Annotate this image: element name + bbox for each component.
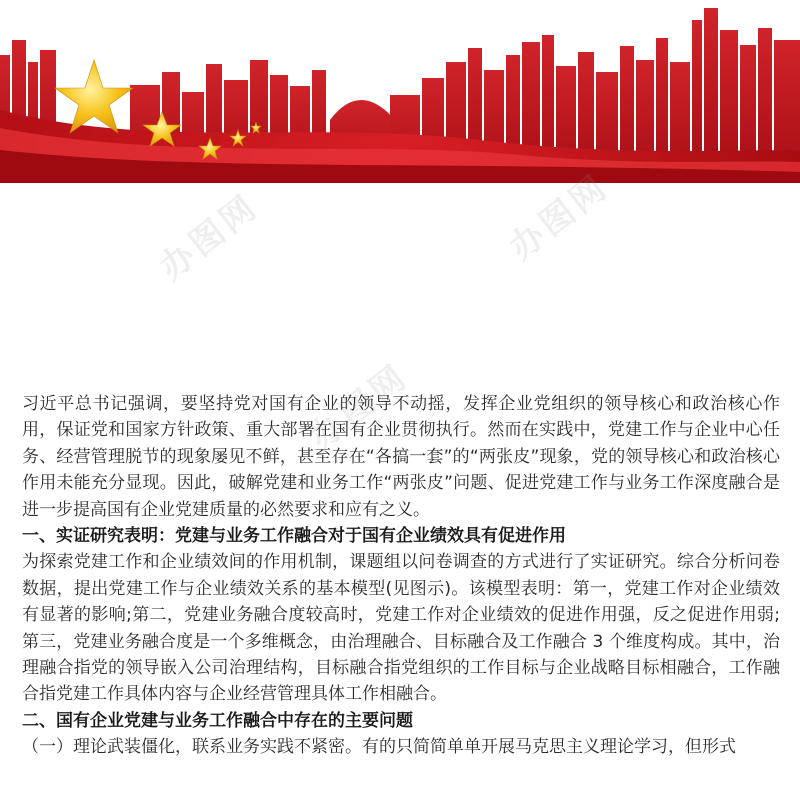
section-heading: 一、实证研究表明：党建与业务工作融合对于国有企业绩效具有促进作用: [22, 526, 566, 547]
watermark-text: 办图网: [501, 166, 617, 269]
article-body: [22, 391, 780, 761]
article-paragraph: 为探索党建工作和企业绩效间的作用机制，课题组以问卷调查的方式进行了实证研究。综合分析问卷数据，提出党建工作与企业绩效关系的基本模型(见图示)。该模型表明：第一，党建工作对企业绩效有显著的影响;第二，党建业务融合度较高时，党建工作对企业绩效的促进作用强，反之促进作用弱;第三，党建业务融合度是一个多维概念，由治理融合、目标融合及工作融合 3 个维度构成。其中，治理融合指党的领导嵌入公司治理结构，目标融合指党组织的工作目标与企业战略目标相融合，工作融合指党建工作具体内容与企业经营管理具体工作相融合。: [22, 552, 780, 705]
header-banner: [0, 0, 800, 183]
article-paragraph: 习近平总书记强调，要坚持党对国有企业的领导不动摇，发挥企业党组织的领导核心和政治核心作用，保证党和国家方针政策、重大部署在国有企业贯彻执行。然而在实践中，党建工作与企业中心任务、经营管理脱节的现象屡见不鲜，甚至存在“各搞一套”的“两张皮”现象，党的领导核心和政治核心作用未能充分显现。因此，破解党建和业务工作“两张皮”问题、促进党建工作与业务工作深度融合是进一步提高国有企业党建质量的必然要求和应有之义。: [22, 394, 780, 520]
banner-graphic: [0, 0, 800, 183]
watermark-text: 办图网: [301, 356, 417, 459]
section-heading: 二、国有企业党建与业务工作融合中存在的主要问题: [22, 710, 413, 731]
article-paragraph: （一）理论武装僵化，联系业务实践不紧密。有的只简简单单开展马克思主义理论学习，但形式: [22, 737, 736, 758]
watermark-text: 办图网: [151, 186, 267, 289]
